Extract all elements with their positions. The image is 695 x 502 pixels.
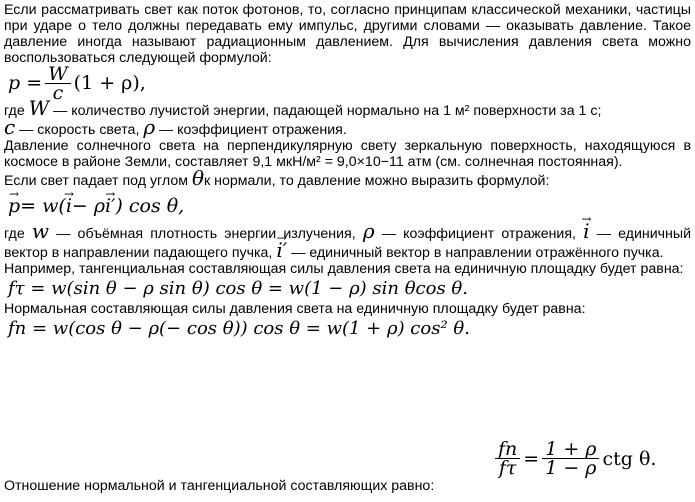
- symbol-c: c: [4, 115, 16, 139]
- ratio-left-fraction: [495, 440, 520, 477]
- formula-lhs: p =: [8, 72, 43, 94]
- pressure-formula: [8, 62, 691, 104]
- symbol-rho: ρ: [143, 115, 156, 139]
- tangential-paragraph: Например, тангенциальная составляющая силы давления света на единичную площадку будет равна:: [4, 261, 684, 277]
- vector-i-prime: → i′: [105, 198, 115, 214]
- formula-part: = w(: [20, 195, 66, 217]
- symbol-w: w: [31, 219, 50, 243]
- formula-rhs: (1 + ρ),: [73, 72, 146, 94]
- fraction-denominator: 1 − ρ: [545, 457, 597, 479]
- fraction-denominator: fτ: [498, 457, 517, 479]
- article-body: [4, 2, 691, 341]
- vector-i: → i: [66, 198, 72, 214]
- vector-p: → p: [8, 198, 20, 214]
- text-fragment: где: [4, 226, 32, 242]
- solar-pressure-paragraph: Давление солнечного света на перпендикулярную свету зеркальную поверхность, находящуюся в космосе в районе Земли, составляет 9,1 мкН/м² = 9,0×10−11 атм (см. солнечная постоянная).: [4, 138, 691, 170]
- formula-part: ) cos θ,: [115, 195, 185, 217]
- vector-i: → i: [583, 223, 589, 239]
- text-fragment: — скорость света,: [15, 122, 144, 138]
- vector-i-prime: → i′: [276, 242, 287, 258]
- text-fragment: Если свет падает под углом: [4, 173, 192, 189]
- vector-definitions-paragraph: [4, 219, 691, 262]
- formula-part: − ρ: [71, 195, 106, 217]
- symbol-rho: ρ: [362, 219, 375, 243]
- formula-part: ctg θ.: [602, 447, 657, 470]
- text-fragment: — объёмная плотность энергии излучения,: [49, 226, 363, 242]
- fraction-numerator: fn: [495, 440, 520, 459]
- ratio-right-fraction: [542, 440, 599, 477]
- text-fragment: — коэффициент отражения,: [374, 226, 584, 242]
- fraction-numerator: 1 + ρ: [542, 440, 599, 459]
- normal-paragraph: Нормальная составляющая силы давления света на единичную площадку будет равна:: [4, 301, 586, 317]
- text-fragment: где: [4, 103, 29, 119]
- normal-formula: fn = w(cos θ − ρ(− cos θ)) cos θ = w(1 + ρ) cos² θ.: [8, 318, 470, 339]
- text-fragment: — единичный вектор в направлении падающего пучка,: [4, 226, 691, 261]
- text-fragment: к нормали, то давление можно выразить формулой:: [203, 173, 550, 189]
- fraction-denominator: c: [52, 81, 64, 104]
- ratio-paragraph: Отношение нормальной и тангенциальной составляющих равно:: [4, 478, 435, 494]
- formula-part: =: [523, 447, 540, 470]
- ratio-formula: [492, 440, 656, 477]
- text-fragment: — количество лучистой энергии, падающей нормально на 1 м² поверхности за 1 с;: [49, 103, 602, 119]
- tangential-formula: fτ = w(sin θ − ρ sin θ) cos θ = w(1 − ρ) sin θcos θ.: [8, 278, 468, 299]
- definitions-paragraph: [4, 96, 691, 139]
- text-fragment: — единичный вектор в направлении отражённого пучка.: [287, 245, 664, 261]
- intro-paragraph: Если рассматривать свет как поток фотонов, то, согласно принципам классической механики, частицы при ударе о тело должны передавать ему импульс, другими словами — оказывать давление. Такое давление иногда называют радиационным давлением. Для вычисления давления света можно воспользоваться следующей формулой:: [4, 2, 691, 66]
- symbol-theta: θ: [191, 166, 204, 190]
- ratio-section: [4, 440, 691, 500]
- text-fragment: — коэффициент отражения.: [155, 122, 347, 138]
- fraction-numerator: W: [45, 65, 71, 84]
- symbol-W: W: [28, 96, 50, 120]
